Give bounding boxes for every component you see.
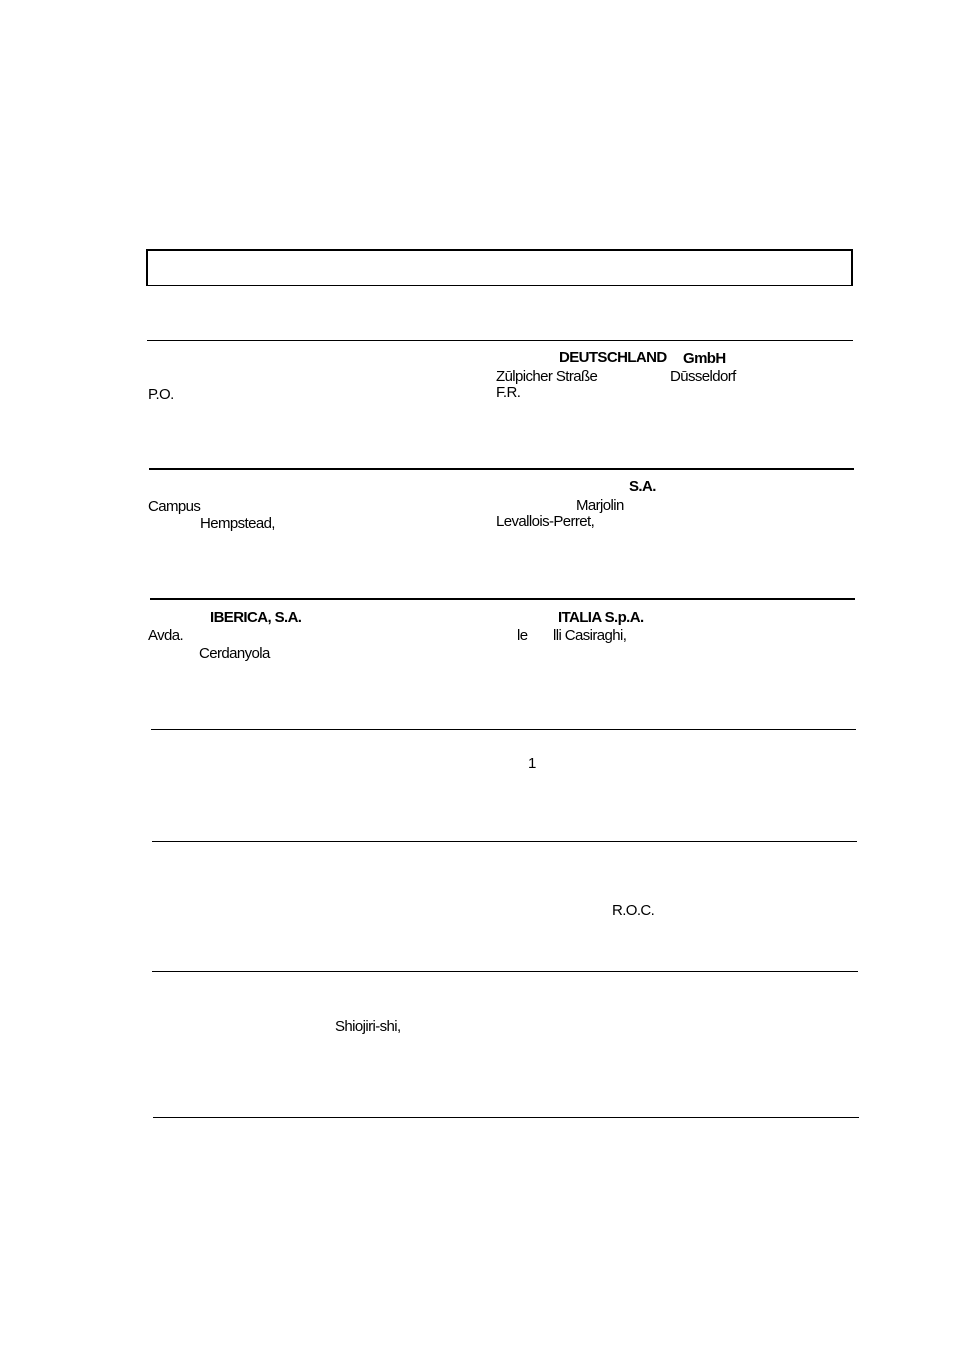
address-street: Zūlpicher Straße bbox=[496, 368, 598, 385]
address-word: le bbox=[517, 627, 528, 644]
divider bbox=[149, 468, 854, 470]
divider bbox=[151, 729, 856, 730]
address-country: F.R. bbox=[496, 384, 521, 401]
divider bbox=[150, 598, 855, 600]
divider bbox=[147, 340, 853, 341]
address-line: Avda. bbox=[148, 627, 184, 644]
address-street: lli Casiraghi, bbox=[553, 627, 627, 644]
divider bbox=[152, 841, 857, 842]
divider bbox=[152, 971, 858, 972]
address-line: Hempstead, bbox=[200, 515, 275, 532]
address-line: Cerdanyola bbox=[199, 645, 270, 662]
address-city: Dūsseldorf bbox=[670, 368, 736, 385]
address-city: Levallois-Perret, bbox=[496, 513, 595, 530]
company-name: ITALIA S.p.A. bbox=[558, 609, 644, 626]
address-street: Marjolin bbox=[576, 497, 624, 514]
divider bbox=[153, 1117, 859, 1118]
address-city: Shiojiri-shi, bbox=[335, 1018, 401, 1035]
company-suffix: GmbH bbox=[683, 350, 726, 367]
company-name: S.A. bbox=[629, 478, 656, 495]
address-line: Campus bbox=[148, 498, 201, 515]
address-line: 1 bbox=[528, 755, 536, 772]
header-box bbox=[146, 249, 853, 286]
address-line: P.O. bbox=[148, 386, 174, 403]
company-name: DEUTSCHLAND bbox=[559, 349, 667, 366]
address-country: R.O.C. bbox=[612, 902, 655, 919]
company-name: IBERICA, S.A. bbox=[210, 609, 302, 626]
